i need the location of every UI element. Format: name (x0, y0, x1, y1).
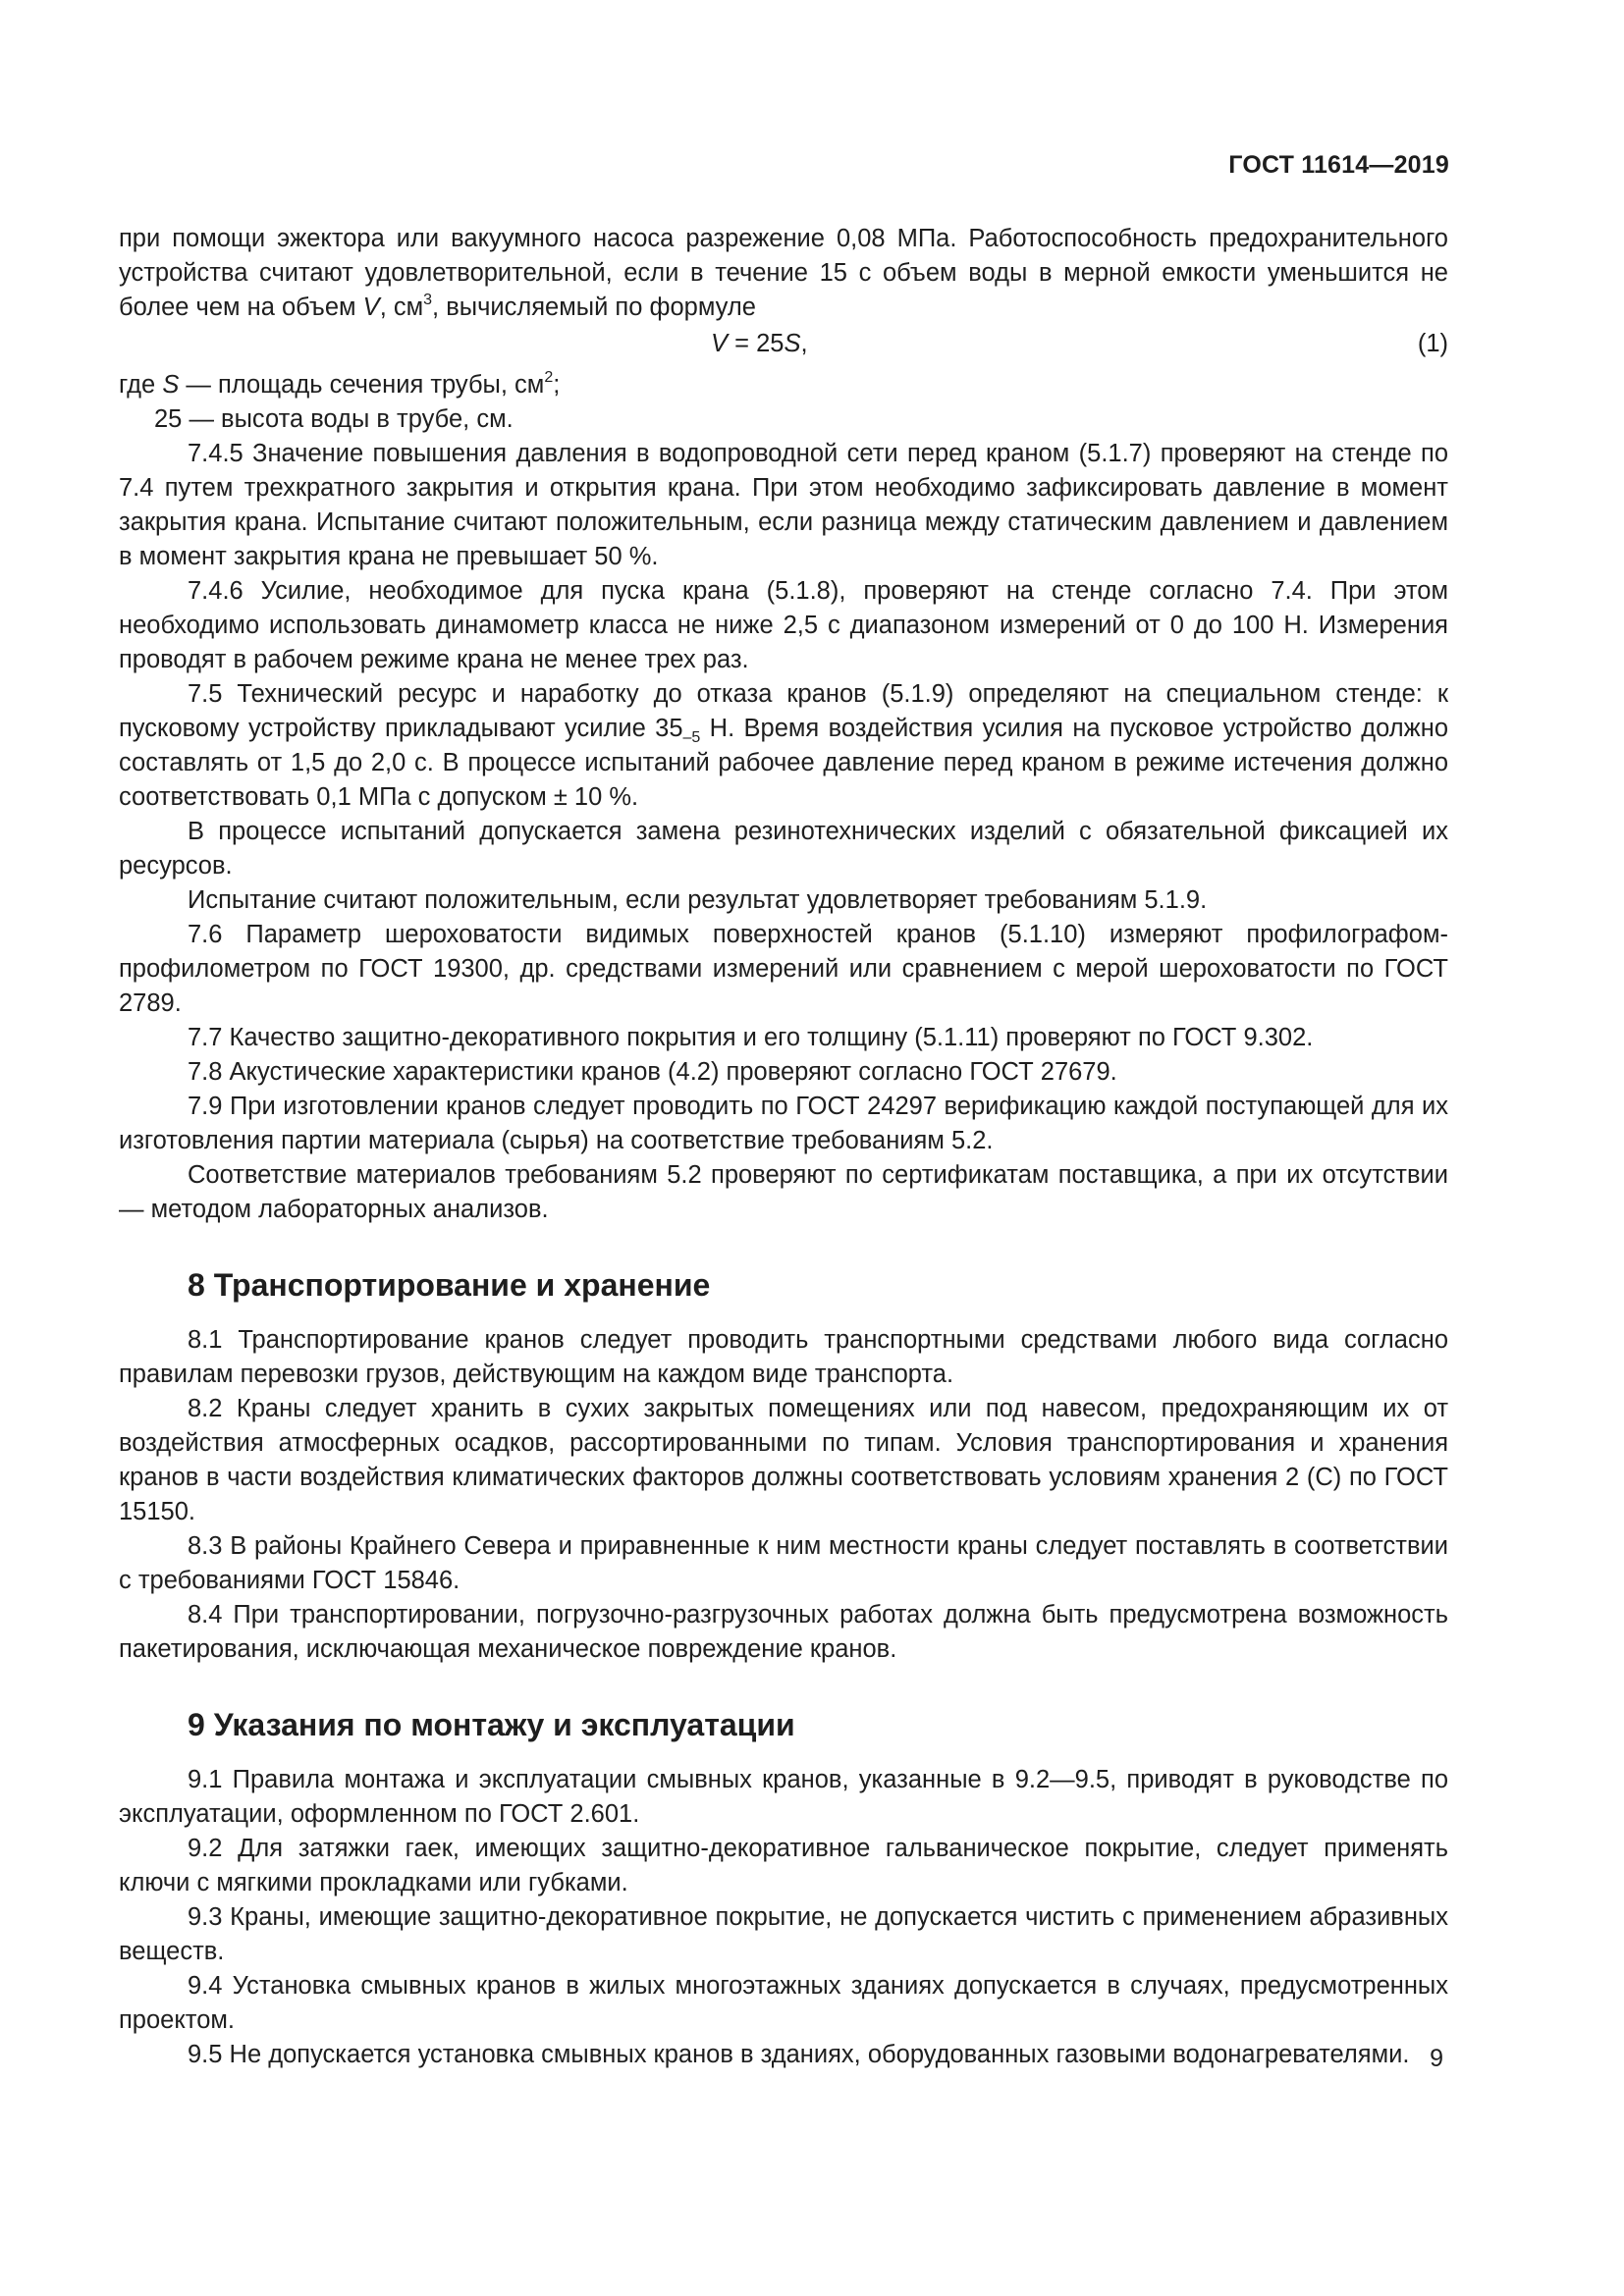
paragraph-7-4-6: 7.4.6 Усилие, необходимое для пуска крана (5.1.8), проверяют на стенде согласно 7.4. При этом необходимо использовать динамометр класса не ниже 2,5 с диапазоном измерений от 0 до 100 Н. Измерения проводят в рабочем режиме крана не менее трех раз. (119, 577, 1448, 673)
formula-expression (711, 327, 808, 361)
text-run: Н. Время воздействия усилия на пусковое устройство должно составлять от 1,5 до 2,0 с. В процессе испытаний рабочее давление перед краном в режиме истечения должно соответствовать 0,1 МПа с допуском ± 10 %. (119, 715, 1448, 811)
paragraph-9-2: 9.2 Для затяжки гаек, имеющих защитно-декоративное гальваническое покрытие, следует применять ключи с мягкими прокладками или губками. (119, 1835, 1448, 1896)
paragraph-7-6: 7.6 Параметр шероховатости видимых поверхностей кранов (5.1.10) измеряют профилографом-профилометром по ГОСТ 19300, др. средствами измерений или сравнением с мерой шероховатости по ГОСТ 2789. (119, 921, 1448, 1017)
var-s: S (162, 371, 180, 399)
section-8-title: 8 Транспортирование и хранение (188, 1267, 711, 1303)
paragraph-7-5 (119, 677, 1448, 815)
paragraph-9-3: 9.3 Краны, имеющие защитно-декоративное покрытие, не допускается чистить с применением абразивных веществ. (119, 1903, 1448, 1965)
paragraph-7-9-b: Соответствие материалов требованиям 5.2 проверяют по сертификатам поставщика, а при их отсутствии — методом лабораторных анализов. (119, 1161, 1448, 1223)
paragraph-9-4: 9.4 Установка смывных кранов в жилых многоэтажных зданиях допускается в случаях, предусмотренных проектом. (119, 1972, 1448, 2034)
text-run: = 25 (728, 330, 785, 357)
superscript: 2 (544, 369, 554, 386)
superscript: 3 (423, 292, 433, 308)
formula-number: (1) (1417, 330, 1448, 357)
paragraph-7-5-c: Испытание считают положительным, если результат удовлетворяет требованиям 5.1.9. (188, 886, 1208, 914)
text-run: где (119, 371, 163, 399)
text-run: , вычисляемый по формуле (432, 294, 756, 321)
legend-height: 25 — высота воды в трубе, см. (154, 405, 514, 433)
text-run: 7.5 Технический ресурс и наработку до отказа кранов (5.1.9) определяют на специальном стенде: к пусковому устройству прикладывают усилие 35 (119, 680, 1448, 742)
paragraph-8-1: 8.1 Транспортирование кранов следует проводить транспортными средствами любого вида согласно правилам перевозки грузов, действующим на каждом виде транспорта. (119, 1326, 1448, 1388)
var-v: V (711, 330, 729, 357)
document-body (119, 222, 1448, 2072)
page-number: 9 (1430, 2045, 1443, 2072)
text-run: при помощи эжектора или вакуумного насоса разрежение 0,08 МПа. Работоспособность предохранительного устройства считают удовлетворительной, если в течение 15 с объем воды в мерной емкости уменьшится не более чем на объем (119, 225, 1448, 321)
text-run: , см (379, 294, 424, 321)
paragraph-7-9: 7.9 При изготовлении кранов следует проводить по ГОСТ 24297 верификацию каждой поступающей для их изготовления партии материала (сырья) на соответствие требованиям 5.2. (119, 1093, 1448, 1154)
paragraph-9-1: 9.1 Правила монтажа и эксплуатации смывных кранов, указанные в 9.2—9.5, приводят в руководстве по эксплуатации, оформленном по ГОСТ 2.601. (119, 1766, 1448, 1828)
paragraph-7-4-5: 7.4.5 Значение повышения давления в водопроводной сети перед краном (5.1.7) проверяют на стенде по 7.4 путем трехкратного закрытия и открытия крана. При этом необходимо зафиксировать давление в момент закрытия крана. Испытание считают положительным, если разница между статическим давлением и давлением в момент закрытия крана не превышает 50 %. (119, 440, 1448, 570)
legend-s (119, 368, 1448, 402)
formula-1 (119, 327, 1448, 366)
var-s: S (784, 330, 801, 357)
paragraph-7-7: 7.7 Качество защитно-декоративного покрытия и его толщину (5.1.11) проверяют по ГОСТ 9.302. (188, 1024, 1314, 1051)
paragraph-8-3: 8.3 В районы Крайнего Севера и приравненные к ним местности краны следует поставлять в соответствии с требованиями ГОСТ 15846. (119, 1532, 1448, 1594)
var-v: V (362, 294, 380, 321)
section-9-title: 9 Указания по монтажу и эксплуатации (188, 1707, 795, 1742)
text-run: — площадь сечения трубы, см (179, 371, 545, 399)
text-run: , (800, 330, 808, 357)
paragraph-7-8: 7.8 Акустические характеристики кранов (4.2) проверяют согласно ГОСТ 27679. (188, 1058, 1117, 1086)
text-run: ; (553, 371, 561, 399)
document-header-id: ГОСТ 11614—2019 (1228, 151, 1449, 179)
paragraph-9-5: 9.5 Не допускается установка смывных кранов в зданиях, оборудованных газовыми водонагревателями. (188, 2041, 1410, 2068)
subscript: –5 (682, 729, 701, 746)
paragraph-8-2: 8.2 Краны следует хранить в сухих закрытых помещениях или под навесом, предохраняющим их от воздействия атмосферных осадков, рассортированными по типам. Условия транспортирования и хранения кранов в части воздействия климатических факторов должны соответствовать условиям хранения 2 (С) по ГОСТ 15150. (119, 1395, 1448, 1525)
paragraph-intro (119, 222, 1448, 325)
paragraph-8-4: 8.4 При транспортировании, погрузочно-разгрузочных работах должна быть предусмотрена возможность пакетирования, исключающая механическое повреждение кранов. (119, 1601, 1448, 1663)
paragraph-7-5-b: В процессе испытаний допускается замена резинотехнических изделий с обязательной фиксацией их ресурсов. (119, 818, 1448, 880)
